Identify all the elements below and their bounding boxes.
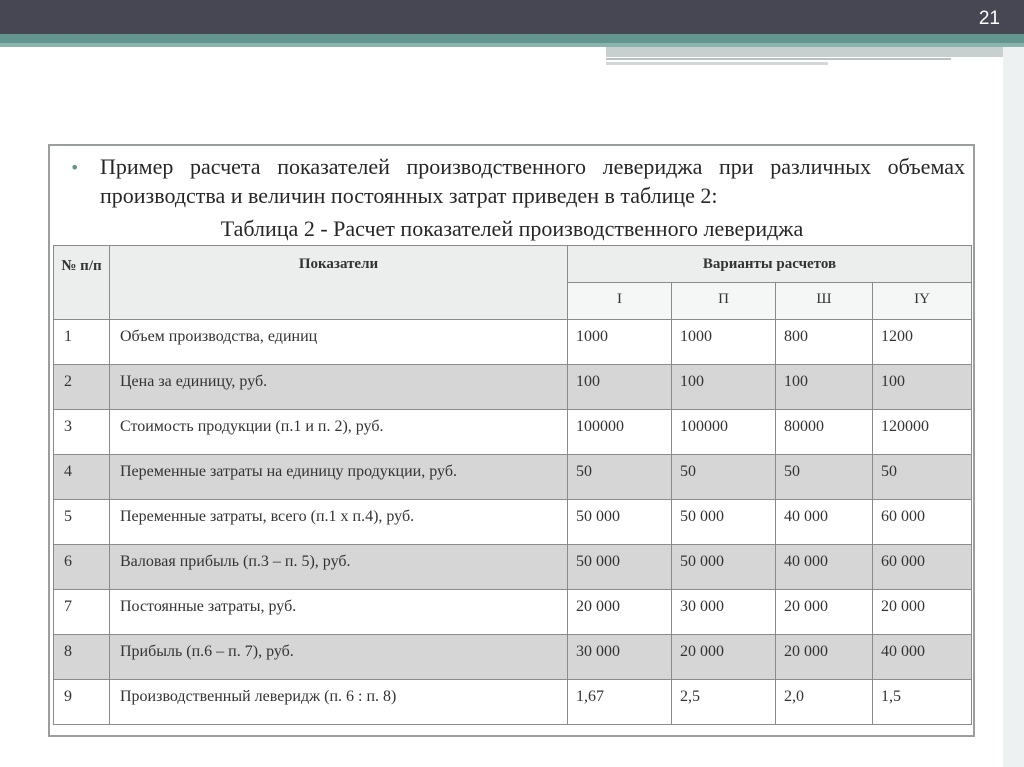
table-row: [54, 320, 972, 365]
table-row: [54, 545, 972, 590]
table-row: [54, 590, 972, 635]
row-value: 50 000: [672, 545, 776, 590]
intro-text: Пример расчета показателей производственного левериджа при различных объемах производства и величин постоянных затрат приведен в таблице 2:: [100, 154, 965, 208]
row-value: 20 000: [776, 635, 873, 680]
decorative-bar: [606, 47, 1024, 57]
row-number: 7: [54, 590, 110, 635]
row-indicator: Валовая прибыль (п.3 – п. 5), руб.: [110, 545, 568, 590]
row-value: 2,5: [672, 680, 776, 725]
table-row: [54, 635, 972, 680]
row-value: 1,5: [873, 680, 972, 725]
row-number: 9: [54, 680, 110, 725]
header-variant: IY: [873, 283, 972, 320]
header-indicator: Показатели: [110, 246, 568, 320]
table-row: [54, 500, 972, 545]
accent-stripe: [0, 34, 1024, 43]
row-value: 50 000: [568, 500, 672, 545]
row-value: 100: [873, 365, 972, 410]
header-variant: I: [568, 283, 672, 320]
row-number: 6: [54, 545, 110, 590]
row-number: 4: [54, 455, 110, 500]
row-value: 800: [776, 320, 873, 365]
row-number: 5: [54, 500, 110, 545]
row-value: 50: [873, 455, 972, 500]
row-indicator: Цена за единицу, руб.: [110, 365, 568, 410]
header-num: № п/п: [54, 246, 110, 320]
table-row: [54, 410, 972, 455]
row-value: 80000: [776, 410, 873, 455]
row-value: 100000: [568, 410, 672, 455]
row-indicator: Прибыль (п.6 – п. 7), руб.: [110, 635, 568, 680]
row-indicator: Переменные затраты, всего (п.1 х п.4), руб.: [110, 500, 568, 545]
header-variants: Варианты расчетов: [568, 246, 972, 283]
row-value: 100: [776, 365, 873, 410]
row-indicator: Объем производства, единиц: [110, 320, 568, 365]
row-value: 20 000: [873, 590, 972, 635]
page-number: 21: [978, 8, 1000, 29]
row-indicator: Постоянные затраты, руб.: [110, 590, 568, 635]
slide-edge: [1003, 47, 1024, 767]
table-caption: Таблица 2 - Расчет показателей производственного левериджа: [220, 216, 804, 241]
row-value: 20 000: [672, 635, 776, 680]
header-variant: Ш: [776, 283, 873, 320]
row-value: 20 000: [568, 590, 672, 635]
row-value: 30 000: [568, 635, 672, 680]
header-variant: П: [672, 283, 776, 320]
decorative-line: [606, 62, 828, 65]
row-value: 50: [776, 455, 873, 500]
table-row: [54, 680, 972, 725]
row-indicator: Стоимость продукции (п.1 и п. 2), руб.: [110, 410, 568, 455]
row-value: 1200: [873, 320, 972, 365]
row-value: 60 000: [873, 500, 972, 545]
row-number: 1: [54, 320, 110, 365]
row-value: 20 000: [776, 590, 873, 635]
row-value: 40 000: [873, 635, 972, 680]
row-value: 50: [672, 455, 776, 500]
row-value: 50 000: [568, 545, 672, 590]
row-value: 60 000: [873, 545, 972, 590]
row-number: 8: [54, 635, 110, 680]
row-value: 100000: [672, 410, 776, 455]
leverage-table: [53, 245, 972, 725]
row-value: 50: [568, 455, 672, 500]
table-row: [54, 455, 972, 500]
row-value: 40 000: [776, 500, 873, 545]
row-number: 3: [54, 410, 110, 455]
table-row: [54, 365, 972, 410]
slide-header-bar: [0, 0, 1024, 34]
row-value: 30 000: [672, 590, 776, 635]
row-indicator: Производственный левeридж (п. 6 : п. 8): [110, 680, 568, 725]
row-value: 100: [672, 365, 776, 410]
bullet-icon: •: [70, 158, 80, 177]
decorative-line: [606, 58, 951, 60]
row-value: 50 000: [672, 500, 776, 545]
row-value: 100: [568, 365, 672, 410]
row-value: 40 000: [776, 545, 873, 590]
row-value: 1000: [672, 320, 776, 365]
row-indicator: Переменные затраты на единицу продукции, руб.: [110, 455, 568, 500]
row-value: 2,0: [776, 680, 873, 725]
row-value: 1000: [568, 320, 672, 365]
row-number: 2: [54, 365, 110, 410]
row-value: 1,67: [568, 680, 672, 725]
row-value: 120000: [873, 410, 972, 455]
